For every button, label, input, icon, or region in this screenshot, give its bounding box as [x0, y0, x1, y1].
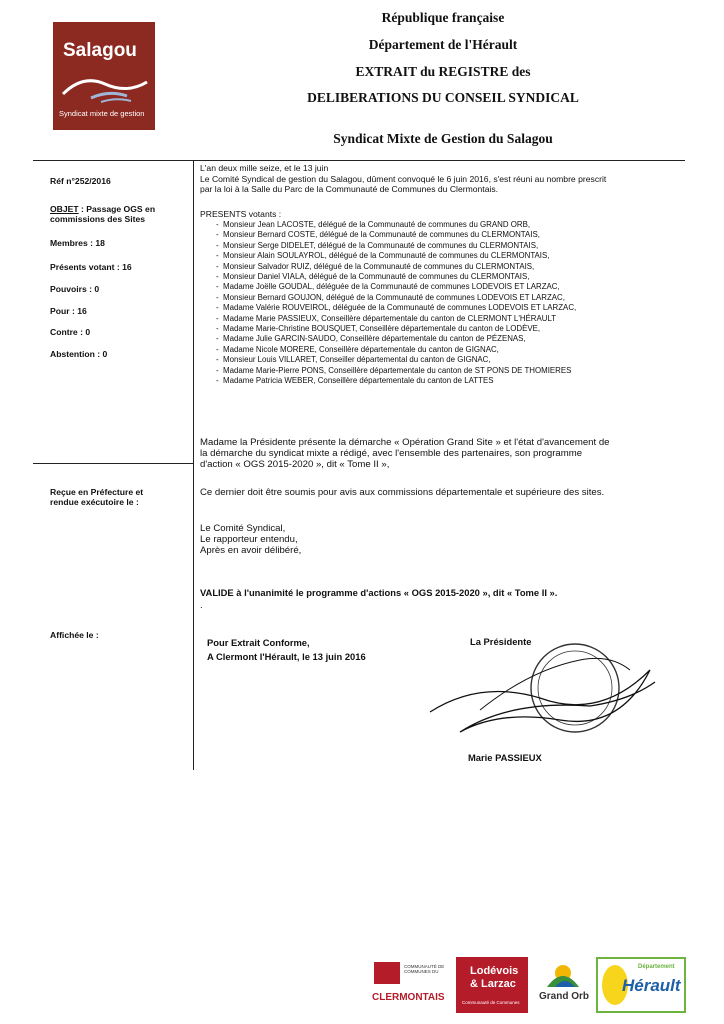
intro: [200, 163, 606, 195]
clermontais-name: CLERMONTAIS: [372, 992, 445, 1003]
present-member: [216, 366, 576, 376]
list-bullet: -: [216, 313, 224, 323]
present-member-text: Monsieur Louis VILLARET, Conseiller départemental du canton de GIGNAC,: [223, 355, 491, 365]
present-member: [216, 314, 576, 324]
comite-block: [200, 523, 690, 557]
list-bullet: -: [216, 251, 224, 261]
recue-prefecture: [50, 487, 143, 507]
present-member-text: Madame Patricia WEBER, Conseillère départementale du canton de LATTES: [223, 376, 494, 386]
membres: Membres : 18: [50, 238, 105, 248]
present-member: [216, 293, 576, 303]
list-bullet: -: [216, 292, 224, 302]
present-member: [216, 262, 576, 272]
left-rule: [33, 463, 193, 464]
abstention: Abstention : 0: [50, 349, 108, 359]
present-member-text: Madame Joëlle GOUDAL, déléguée de la Communauté de communes LODEVOIS ET LARZAC,: [223, 282, 560, 292]
lodevois-line2: & Larzac: [470, 978, 516, 990]
signature-title: La Présidente: [470, 636, 532, 647]
logo-name: Salagou: [63, 40, 137, 61]
present-member: [216, 251, 576, 261]
present-member: [216, 303, 576, 313]
list-bullet: -: [216, 230, 224, 240]
present-member-text: Monsieur Bernard COSTE, délégué de la Communauté de communes du CLERMONTAIS,: [223, 230, 540, 240]
presents-votant: Présents votant : 16: [50, 262, 132, 272]
valide-dot: .: [200, 600, 203, 611]
intro-line3: par la loi à la Salle du Parc de la Communauté de Communes du Clermontais.: [200, 184, 499, 195]
present-member: [216, 282, 576, 292]
logo-subtitle: Syndicat mixte de gestion: [59, 109, 145, 118]
signature-name: Marie PASSIEUX: [468, 752, 542, 763]
list-bullet: -: [216, 220, 224, 229]
top-rule: [33, 160, 685, 161]
extrait-line1: Pour Extrait Conforme,: [207, 637, 310, 648]
grand-orb-name: Grand Orb: [539, 991, 590, 1002]
present-member-text: Madame Marie PASSIEUX, Conseillère départementale du canton de CLERMONT L'HÉRAULT: [223, 313, 557, 323]
extrait-line2: A Clermont l'Hérault, le 13 juin 2016: [207, 651, 366, 662]
present-member-text: Madame Valérie ROUVEIROL, déléguée de la Communauté de communes LODEVOIS ET LARZAC,: [223, 303, 577, 313]
presents-title: PRESENTS votants :: [200, 209, 282, 219]
list-bullet: -: [216, 240, 224, 250]
present-member: [216, 376, 576, 386]
objet: [50, 204, 155, 224]
present-member-text: Monsieur Serge DIDELET, délégué de la Communauté de communes du CLERMONTAIS,: [223, 240, 539, 250]
lodevois-line1: Lodévois: [470, 965, 519, 977]
comite-line3: Après en avoir délibéré,: [200, 545, 302, 557]
list-bullet: -: [216, 272, 224, 282]
column-divider: [193, 160, 194, 770]
para1-line2: la démarche du syndicat mixte a rédigé, avec l'ensemble des partenaires, son programme: [200, 448, 583, 460]
intro-line2: Le Comité Syndical de gestion du Salagou, dûment convoqué le 6 juin 2016, s'est réuni au nombre prescrit: [200, 173, 607, 184]
para1-line1: Madame la Présidente présente la démarche « Opération Grand Site » et l'état d'avancement de: [200, 437, 610, 448]
header-extrait: EXTRAIT du REGISTRE des: [355, 64, 531, 79]
list-bullet: -: [216, 334, 224, 344]
present-member-text: Madame Marie-Pierre PONS, Conseillère départementale du canton de ST PONS DE THOMIERES: [223, 365, 572, 375]
recue-line1: Reçue en Préfecture et: [50, 487, 144, 497]
header-deliberations: DELIBERATIONS DU CONSEIL SYNDICAL: [307, 90, 579, 105]
contre: Contre : 0: [50, 327, 91, 337]
lodevois-small: Communauté de Communes: [462, 1000, 520, 1005]
clermontais-mark: [374, 962, 400, 984]
present-member-text: Monsieur Alain SOULAYROL, délégué de la Communauté de communes du CLERMONTAIS,: [223, 251, 550, 261]
list-bullet: -: [216, 303, 224, 313]
comite-line2: Le rapporteur entendu,: [200, 534, 298, 546]
header-syndicat: Syndicat Mixte de Gestion du Salagou: [333, 131, 553, 146]
lodevois-larzac-logo: [456, 957, 528, 1013]
header-republique: République française: [381, 10, 505, 25]
list-bullet: -: [216, 282, 224, 292]
present-member-text: Monsieur Salvador RUIZ, délégué de la Communauté de communes du CLERMONTAIS,: [223, 261, 535, 271]
stamp-and-signature: [420, 640, 670, 750]
present-member: [216, 324, 576, 334]
present-member-text: Madame Julie GARCIN-SAUDO, Conseillère départementale du canton de PÉZENAS,: [223, 334, 526, 344]
clermontais-small: COMMUNAUTÉ DE COMMUNES DU: [404, 964, 445, 974]
present-member-text: Monsieur Jean LACOSTE, délégué de la Communauté de communes du GRAND ORB,: [223, 220, 531, 229]
herault-logo: [596, 957, 686, 1013]
present-member: [216, 230, 576, 240]
intro-line1: L'an deux mille seize, et le 13 juin: [200, 163, 329, 173]
comite-line1: Le Comité Syndical,: [200, 523, 286, 534]
recue-line2: rendue exécutoire le :: [50, 497, 139, 507]
pour: Pour : 16: [50, 306, 87, 316]
herault-name: Hérault: [622, 976, 681, 995]
logo-wave-graphic: [61, 70, 149, 106]
paragraph-presentation: [200, 437, 690, 471]
present-member: [216, 355, 576, 365]
list-bullet: -: [216, 365, 224, 375]
grand-orb-mark: [543, 959, 583, 989]
list-bullet: -: [216, 344, 224, 354]
objet-line1: : Passage OGS en: [78, 204, 156, 214]
list-bullet: -: [216, 261, 224, 271]
present-member: [216, 220, 576, 230]
grand-orb-logo: [535, 957, 591, 1013]
present-member-text: Madame Nicole MORERE, Conseillère départementale du canton de GIGNAC,: [223, 344, 499, 354]
herault-small: Département: [638, 964, 675, 970]
ref-number: Réf n°252/2016: [50, 176, 111, 186]
clermontais-logo: [370, 962, 450, 1018]
para1-line3: d'action « OGS 2015-2020 », dit « Tome II »,: [200, 459, 390, 471]
extrait-conforme: [207, 636, 366, 664]
list-bullet: -: [216, 376, 224, 386]
present-member: [216, 272, 576, 282]
paragraph-commissions: Ce dernier doit être soumis pour avis aux commissions départementale et supérieure des sites.: [200, 487, 605, 498]
valide-statement: VALIDE à l'unanimité le programme d'actions « OGS 2015-2020 », dit « Tome II ».: [200, 587, 558, 598]
present-member-text: Monsieur Daniel VIALA, délégué de la Communauté de communes du CLERMONTAIS,: [223, 272, 530, 282]
objet-line2: commissions des Sites: [50, 214, 146, 224]
header-departement: Département de l'Hérault: [368, 37, 518, 52]
present-member: [216, 334, 576, 344]
list-bullet: -: [216, 355, 224, 365]
present-member-text: Madame Marie-Christine BOUSQUET, Conseillère départementale du canton de LODÈVE,: [223, 324, 541, 334]
present-member: [216, 241, 576, 251]
salagou-logo: [53, 22, 155, 130]
present-member-text: Monsieur Bernard GOUJON, délégué de la Communauté de communes LODEVOIS ET LARZAC,: [223, 292, 565, 302]
presents-list: [216, 220, 576, 387]
objet-label: OBJET: [50, 204, 79, 214]
present-member: [216, 345, 576, 355]
affichee: Affichée le :: [50, 630, 99, 640]
pouvoirs: Pouvoirs : 0: [50, 284, 100, 294]
list-bullet: -: [216, 324, 224, 334]
